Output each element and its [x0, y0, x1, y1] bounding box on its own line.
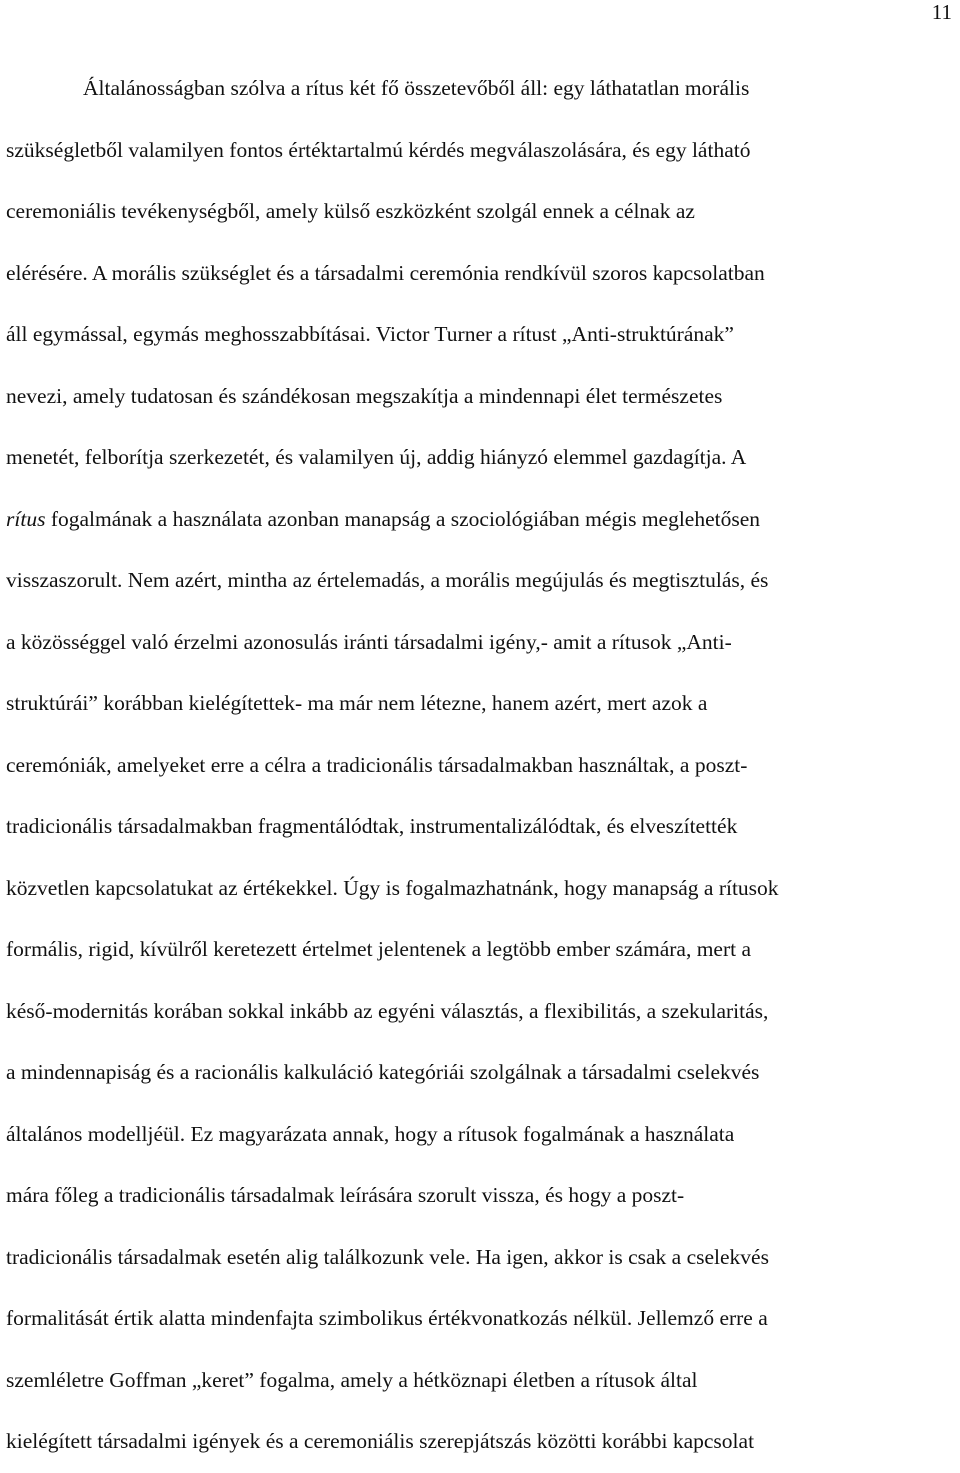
text-line	[6, 58, 958, 120]
text-segment: fogalmának a használata azonban manapság a szociológiában mégis meglehetősen	[45, 506, 761, 531]
text-line	[6, 981, 958, 1043]
page-number: 11	[931, 0, 952, 24]
text-segment: elérésére. A morális szükséglet és a társadalmi ceremónia rendkívül szoros kapcsolatban	[6, 260, 765, 285]
text-segment: kielégített társadalmi igények és a ceremoniális szerepjátszás közötti korábbi kapcsolat	[6, 1429, 755, 1453]
text-segment: közvetlen kapcsolatukat az értékekkel. Úgy is fogalmazhatnánk, hogy manapság a rítusok	[6, 875, 779, 900]
text-line	[6, 1227, 958, 1289]
text-segment: ceremóniák, amelyeket erre a célra a tradicionális társadalmakban használtak, a poszt-	[6, 752, 748, 777]
text-segment: ceremoniális tevékenységből, amely külső eszközként szolgál ennek a célnak az	[6, 199, 695, 223]
text-segment: menetét, felborítja szerkezetét, és valamilyen új, addig hiányzó elemmel gazdagítja. A	[6, 445, 747, 469]
text-line	[6, 120, 958, 182]
text-segment: általános modelljéül. Ez magyarázata annak, hogy a rítusok fogalmának a használata	[6, 1121, 735, 1146]
text-line	[6, 1104, 958, 1166]
italic-term: rítus	[6, 506, 46, 531]
text-segment: szükségletből valamilyen fontos értéktartalmú kérdés megválaszolására, és egy látható	[6, 137, 751, 162]
text-segment: struktúrái” korábban kielégítettek- ma már nem létezne, hanem azért, mert azok a	[6, 691, 708, 715]
text-line	[6, 1411, 958, 1473]
text-segment: tradicionális társadalmakban fragmentálódtak, instrumentalizálódtak, és elveszítették	[6, 814, 738, 838]
text-line	[6, 304, 958, 366]
text-segment: formalitását értik alatta mindenfajta szimbolikus értékvonatkozás nélkül. Jellemző erre a	[6, 1306, 768, 1330]
text-line	[6, 243, 958, 305]
text-line	[6, 735, 958, 797]
body-text	[6, 58, 958, 1473]
text-line	[6, 489, 958, 551]
text-line	[6, 427, 958, 489]
text-segment: Általánosságban szólva a rítus két fő összetevőből áll: egy láthatatlan morális	[83, 76, 750, 100]
text-segment: visszaszorult. Nem azért, mintha az értelemadás, a morális megújulás és megtisztulás, és	[6, 568, 769, 592]
text-line	[6, 1042, 958, 1104]
text-segment: mára főleg a tradicionális társadalmak leírására szorult vissza, és hogy a poszt-	[6, 1183, 685, 1207]
text-line	[6, 612, 958, 674]
text-segment: áll egymással, egymás meghosszabbításai. Victor Turner a rítust „Anti-struktúrának”	[6, 322, 734, 346]
text-line	[6, 1350, 958, 1412]
text-line	[6, 919, 958, 981]
text-segment: nevezi, amely tudatosan és szándékosan megszakítja a mindennapi élet természetes	[6, 383, 723, 408]
text-segment: késő-modernitás korában sokkal inkább az egyéni választás, a flexibilitás, a szekularitás,	[6, 998, 769, 1023]
text-line	[6, 796, 958, 858]
text-segment: szemléletre Goffman „keret” fogalma, amely a hétköznapi életben a rítusok által	[6, 1367, 698, 1392]
text-line	[6, 550, 958, 612]
text-line	[6, 1165, 958, 1227]
text-segment: a közösséggel való érzelmi azonosulás iránti társadalmi igény,- amit a rítusok „Anti-	[6, 629, 732, 654]
text-segment: formális, rigid, kívülről keretezett értelmet jelentenek a legtöbb ember számára, mert a	[6, 937, 752, 961]
text-line	[6, 366, 958, 428]
text-segment: tradicionális társadalmak esetén alig találkozunk vele. Ha igen, akkor is csak a cselekvés	[6, 1244, 769, 1269]
text-line	[6, 858, 958, 920]
text-line	[6, 181, 958, 243]
text-segment: a mindennapiság és a racionális kalkuláció kategóriái szolgálnak a társadalmi cselekvés	[6, 1060, 760, 1084]
text-line	[6, 1288, 958, 1350]
text-line	[6, 673, 958, 735]
